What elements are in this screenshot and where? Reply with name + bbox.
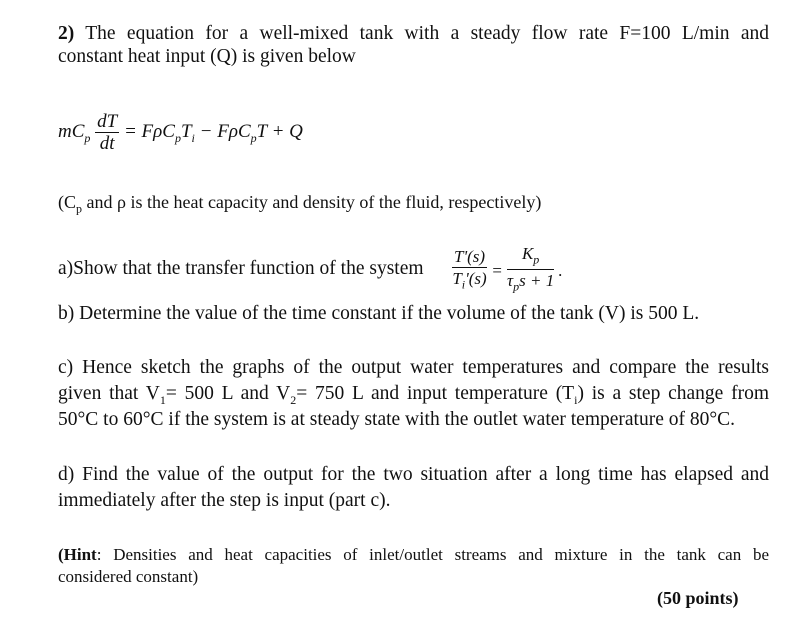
part-c-line-2: given that $V_1= 500$ L and $V_2= 750$ L and input temperature $(T_i)$ is a step change from bbox=[58, 383, 770, 407]
variable-note: ($C_p$ and ρ is the heat capacity and density of the fluid, respectively) bbox=[58, 192, 542, 216]
part-d-line-2: immediately after the step is input (part c). bbox=[58, 490, 391, 511]
part-d-line-1: d) Find the value of the output for the two situation after a long time has elapsed and bbox=[58, 464, 769, 485]
intro-text-line-1: The equation for a well-mixed tank with a steady flow rate F=100 L/min and bbox=[85, 23, 769, 44]
part-c-line-1: c) Hence sketch the graphs of the output water temperatures and compare the results bbox=[58, 357, 769, 378]
intro-text-line-2: constant heat input (Q) is given below bbox=[58, 46, 356, 67]
transfer-function: $\frac{T'(s)}{T_i'(s)}$ = $\frac{K_p}{\tau_ps + 1}$ . bbox=[452, 244, 563, 298]
energy-balance-equation: $mC_p$ $\frac{dT}{dt}$ = $F\rho C_pT_i - F\rho C_pT + Q$ bbox=[58, 111, 303, 154]
hint-line-1: (Hint: Densities and heat capacities of inlet/outlet streams and mixture in the tank can be bbox=[58, 545, 769, 564]
part-a-text: a)Show that the transfer function of the system bbox=[58, 258, 424, 279]
part-c-line-3: 50°C to 60°C if the system is at steady state with the outlet water temperature of 80°C. bbox=[58, 409, 736, 430]
tf-ratio: $\frac{T'(s)}{T_i'(s)}$ bbox=[452, 246, 487, 292]
tf-first-order: $\frac{K_p}{\tau_ps + 1}$ bbox=[507, 244, 555, 294]
derivative-fraction: $\frac{dT}{dt}$ bbox=[97, 111, 118, 154]
points-label: (50 points) bbox=[657, 588, 739, 608]
part-b-text: b) Determine the value of the time constant if the volume of the tank (V) is 500 L. bbox=[58, 303, 700, 324]
problem-number: 2) bbox=[58, 23, 75, 44]
hint-line-2: considered constant) bbox=[58, 567, 199, 586]
